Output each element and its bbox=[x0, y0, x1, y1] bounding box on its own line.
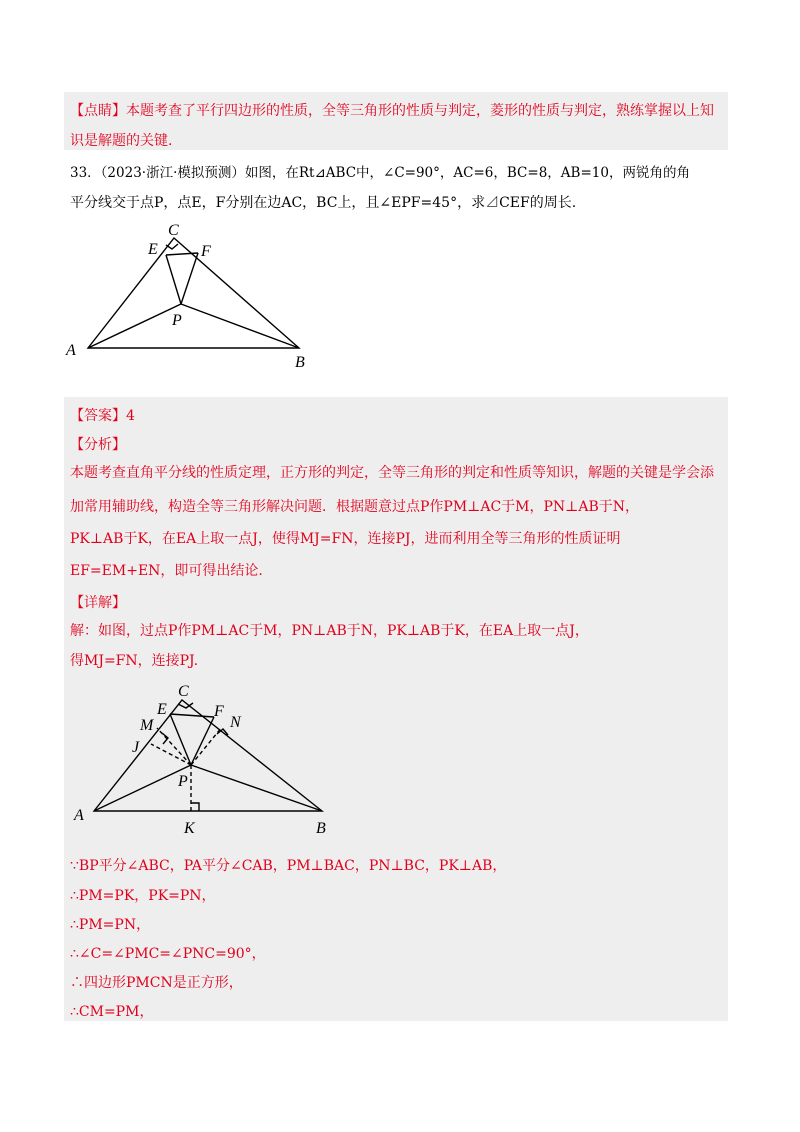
label-f-2: F bbox=[214, 703, 224, 720]
analysis-line-4: EF=EM+EN，即可得出结论. bbox=[70, 563, 263, 579]
proof-line-2: ∴PM=PK，PK=PN， bbox=[70, 888, 216, 904]
label-m-2: M bbox=[140, 717, 154, 734]
label-b: B bbox=[295, 354, 305, 371]
label-c-2: C bbox=[178, 683, 189, 700]
label-e-2: E bbox=[157, 701, 167, 718]
proof-line-1: ∵BP平分∠ABC，PA平分∠CAB，PM⊥BAC，PN⊥BC，PK⊥AB， bbox=[70, 858, 507, 874]
label-e: E bbox=[148, 241, 158, 258]
note-line-2: 识是解题的关键. bbox=[70, 133, 173, 149]
proof-line-3: ∴PM=PN， bbox=[70, 917, 151, 933]
segment-ap-2 bbox=[94, 765, 191, 811]
label-a-2: A bbox=[74, 807, 84, 824]
segment-pj bbox=[151, 744, 191, 765]
note-line-1: 【点睛】本题考查了平行四边形的性质，全等三角形的性质与判定，菱形的性质与判定，熟练掌握以上知 bbox=[70, 103, 714, 119]
label-f: F bbox=[201, 243, 211, 260]
proof-line-5: ∴四边形PMCN是正方形， bbox=[70, 975, 243, 991]
problem-line-2: 平分线交于点P，点E，F分别在边AC，BC上，且∠EPF=45°，求⊿CEF的周长. bbox=[70, 195, 577, 211]
right-angle-mark-k bbox=[191, 803, 199, 811]
detail-header: 【详解】 bbox=[70, 595, 126, 611]
problem-line-1: 33．（2023·浙江·模拟预测）如图，在Rt⊿ABC中，∠C=90°，AC=6，BC=8，AB=10，两锐角的角 bbox=[70, 165, 690, 181]
proof-line-6: ∴CM=PM， bbox=[70, 1004, 154, 1020]
analysis-line-2: 加常用辅助线，构造全等三角形解决问题．根据题意过点P作PM⊥AC于M，PN⊥AB于N， bbox=[70, 499, 639, 515]
detail-line-1: 解：如图，过点P作PM⊥AC于M，PN⊥AB于N，PK⊥AB于K，在EA上取一点J， bbox=[70, 623, 589, 639]
segment-bp-2 bbox=[191, 765, 322, 811]
answer-line: 【答案】4 bbox=[70, 408, 135, 424]
label-p-2: P bbox=[178, 773, 188, 790]
label-a: A bbox=[66, 342, 76, 359]
label-n-2: N bbox=[230, 714, 241, 731]
analysis-header: 【分析】 bbox=[70, 437, 126, 453]
label-b-2: B bbox=[316, 820, 326, 837]
proof-line-4: ∴∠C=∠PMC=∠PNC=90°， bbox=[70, 946, 266, 962]
segment-pm bbox=[157, 728, 191, 765]
label-j-2: J bbox=[132, 739, 140, 756]
label-c: C bbox=[168, 222, 179, 239]
analysis-line-1: 本题考查直角平分线的性质定理，正方形的判定，全等三角形的判定和性质等知识，解题的关键是学会添 bbox=[70, 465, 714, 481]
detail-line-2: 得MJ=FN，连接PJ. bbox=[70, 653, 199, 669]
segment-ef-2 bbox=[170, 714, 214, 717]
label-p: P bbox=[172, 312, 182, 329]
analysis-line-3: PK⊥AB于K，在EA上取一点J，使得MJ=FN，连接PJ，进而利用全等三角形的性质证明 bbox=[70, 531, 621, 547]
label-k-2: K bbox=[184, 820, 195, 837]
segment-ep-2 bbox=[170, 714, 191, 765]
